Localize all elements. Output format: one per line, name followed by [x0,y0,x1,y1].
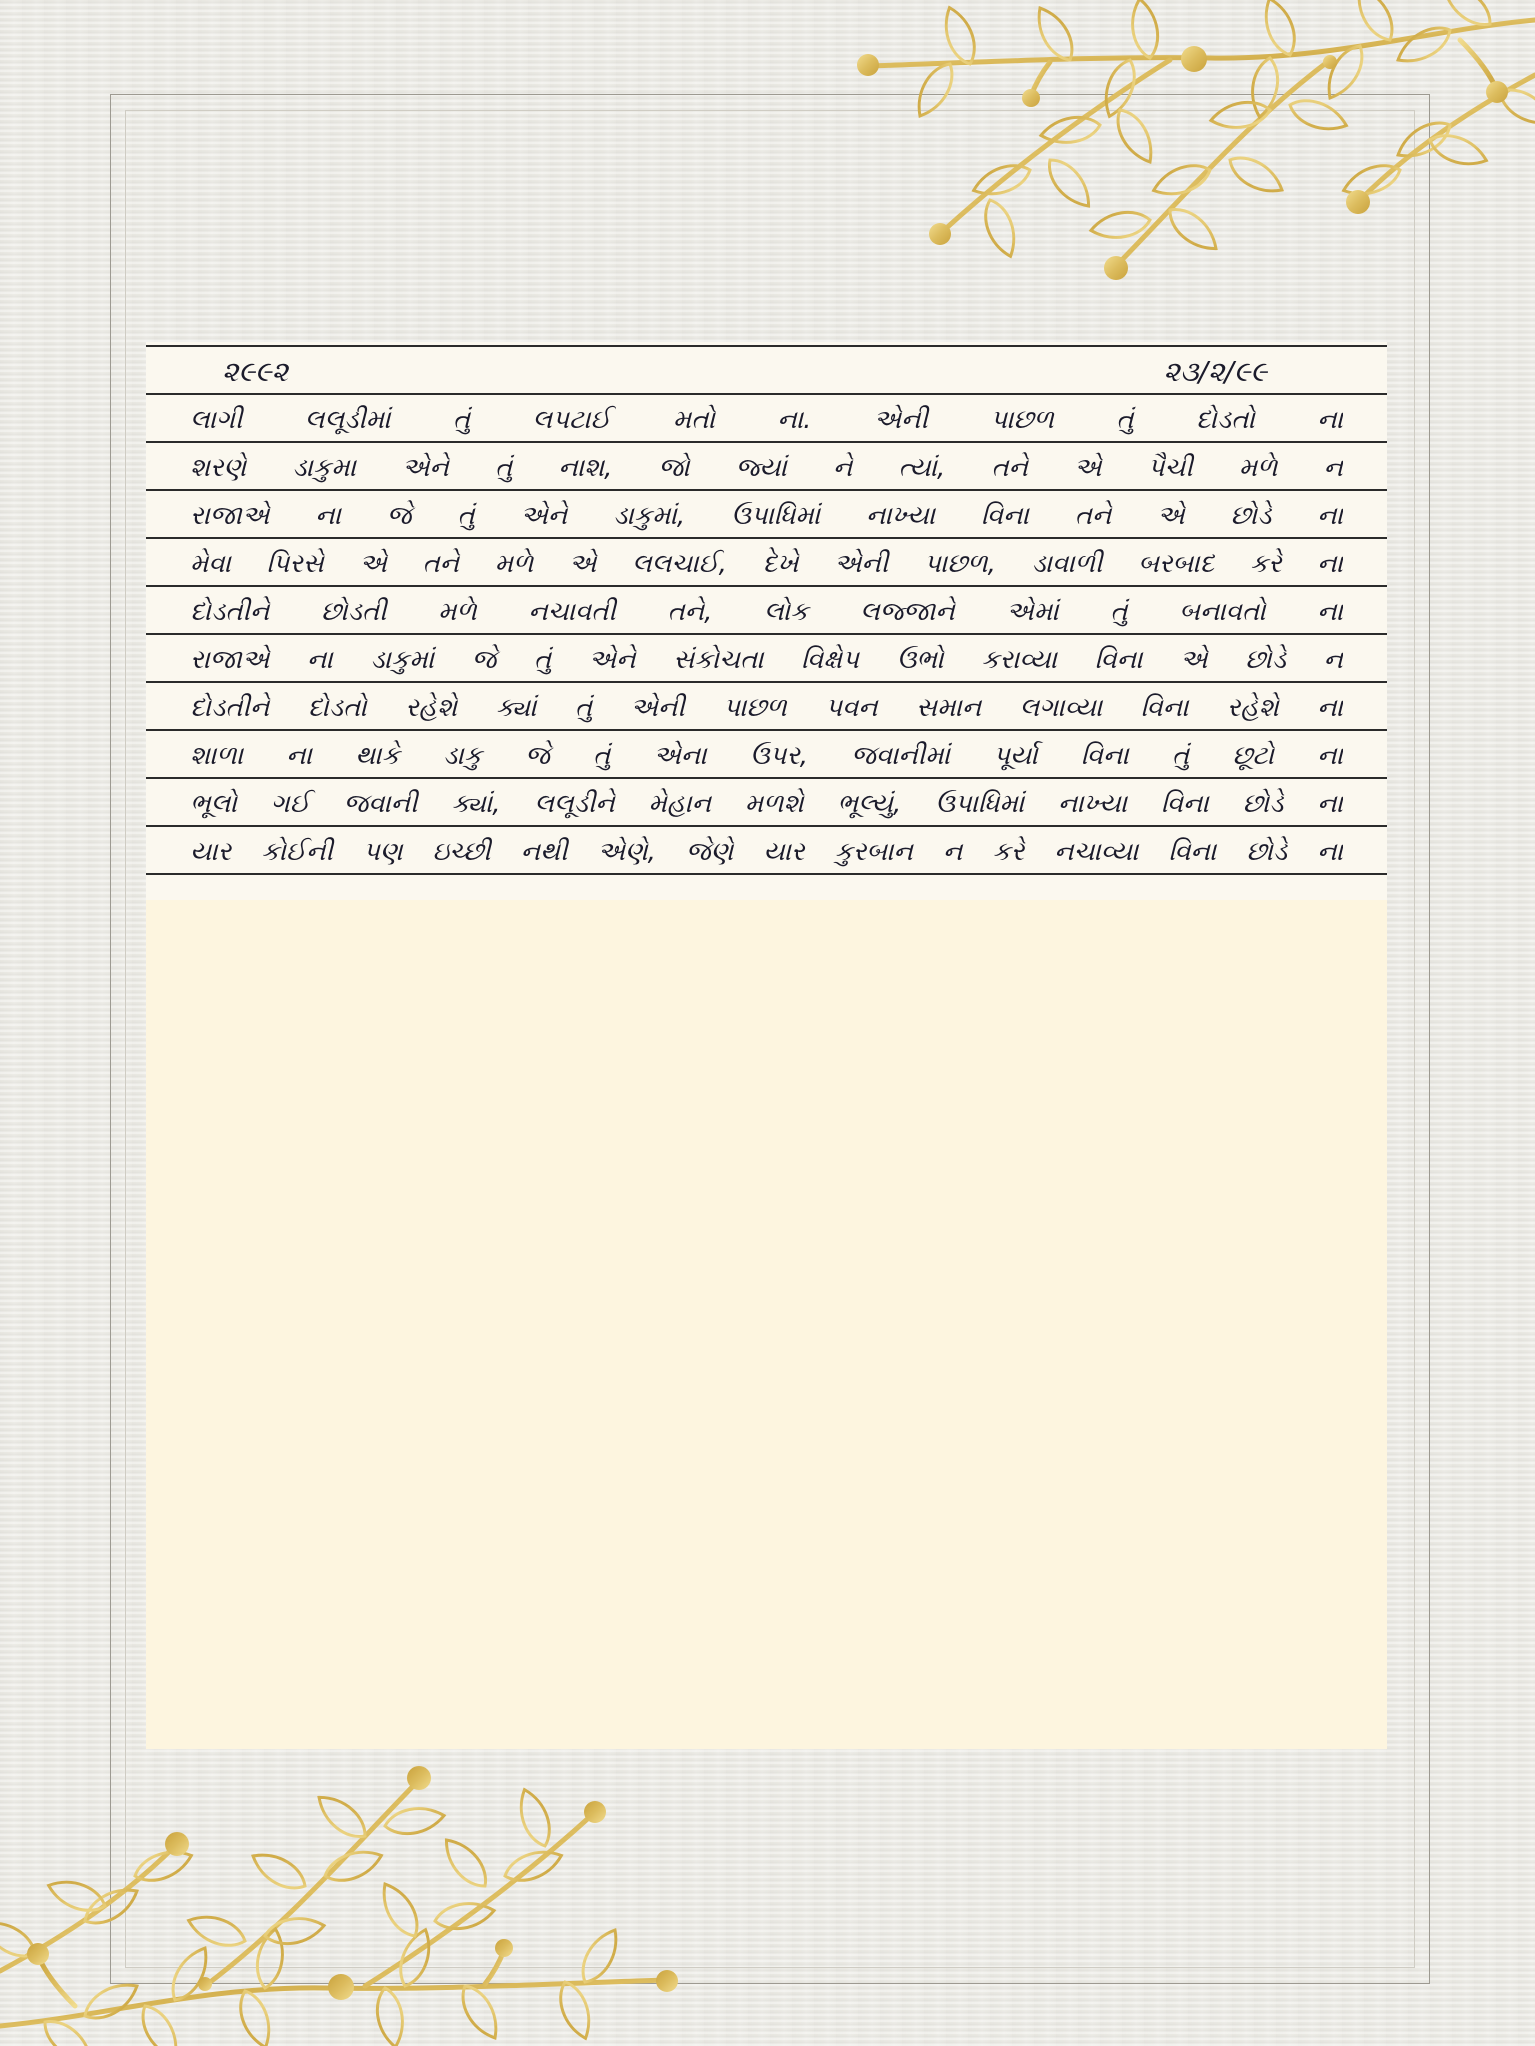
handwritten-text: લાગી લલૂડીમાં તું લપટાઈ મતો ના. એની પાછળ તું દોડતો ના [190,405,1343,435]
note-line-6 [146,635,1387,683]
paper-sheet [146,342,1387,1749]
handwritten-text: શરણે ડાકુમા એને તું નાશ, જો જ્યાં ને ત્યાં, તને એ પૈચી મળે ન [190,453,1343,483]
note-line-4 [146,539,1387,587]
handwritten-text: દોડતીને દોડતો રહેશે ક્યાં તું એની પાછળ પવન સમાન લગાવ્યા વિના રહેશે ના [190,693,1343,723]
handwritten-note-scan [146,342,1387,900]
note-line-3 [146,491,1387,539]
note-number: ૨૯૯૨ [222,355,289,388]
handwritten-text: રાજાએ ના જે તું એને ડાકુમાં, ઉપાધિમાં નાખ્યા વિના તને એ છોડે ના [190,501,1343,531]
note-header-row [146,347,1387,395]
ruled-lines [146,345,1387,875]
note-line-1 [146,395,1387,443]
gold-branch-ornament-bottom-left-icon [0,1746,765,2046]
handwritten-text: ભૂલો ગઈ જવાની ક્યાં, લલૂડીને મેહાન મળશે ભૂલ્યું, ઉપાધિમાં નાખ્યા વિના છોડે ના [190,789,1343,819]
note-line-9 [146,779,1387,827]
handwritten-text: શાળા ના થાકે ડાકુ જે તું એના ઉપર, જવાનીમાં પૂર્યા વિના તું છૂટો ના [190,741,1343,771]
handwritten-text: મેવા પિરસે એ તને મળે એ લલચાઈ, દેખે એની પાછળ, ડાવાળી બરબાદ કરે ના [190,549,1343,579]
gold-branch-ornament-top-right-icon [770,0,1535,300]
note-line-8 [146,731,1387,779]
handwritten-text: દોડતીને છોડતી મળે નચાવતી તને, લોક લજ્જાને એમાં તું બનાવતો ના [190,597,1343,627]
handwritten-text: રાજાએ ના ડાકુમાં જે તું એને સંકોચતા વિક્ષેપ ઉભો કરાવ્યા વિના એ છોડે ન [190,645,1343,675]
note-line-2 [146,443,1387,491]
note-date: ૨૩/૨/૯૯ [1163,355,1267,388]
note-line-10 [146,827,1387,875]
note-line-5 [146,587,1387,635]
note-line-7 [146,683,1387,731]
handwritten-text: યાર કોઈની પણ ઇચ્છી નથી એણે, જેણે યાર કુરબાન ન કરે નચાવ્યા વિના છોડે ના [190,837,1343,867]
